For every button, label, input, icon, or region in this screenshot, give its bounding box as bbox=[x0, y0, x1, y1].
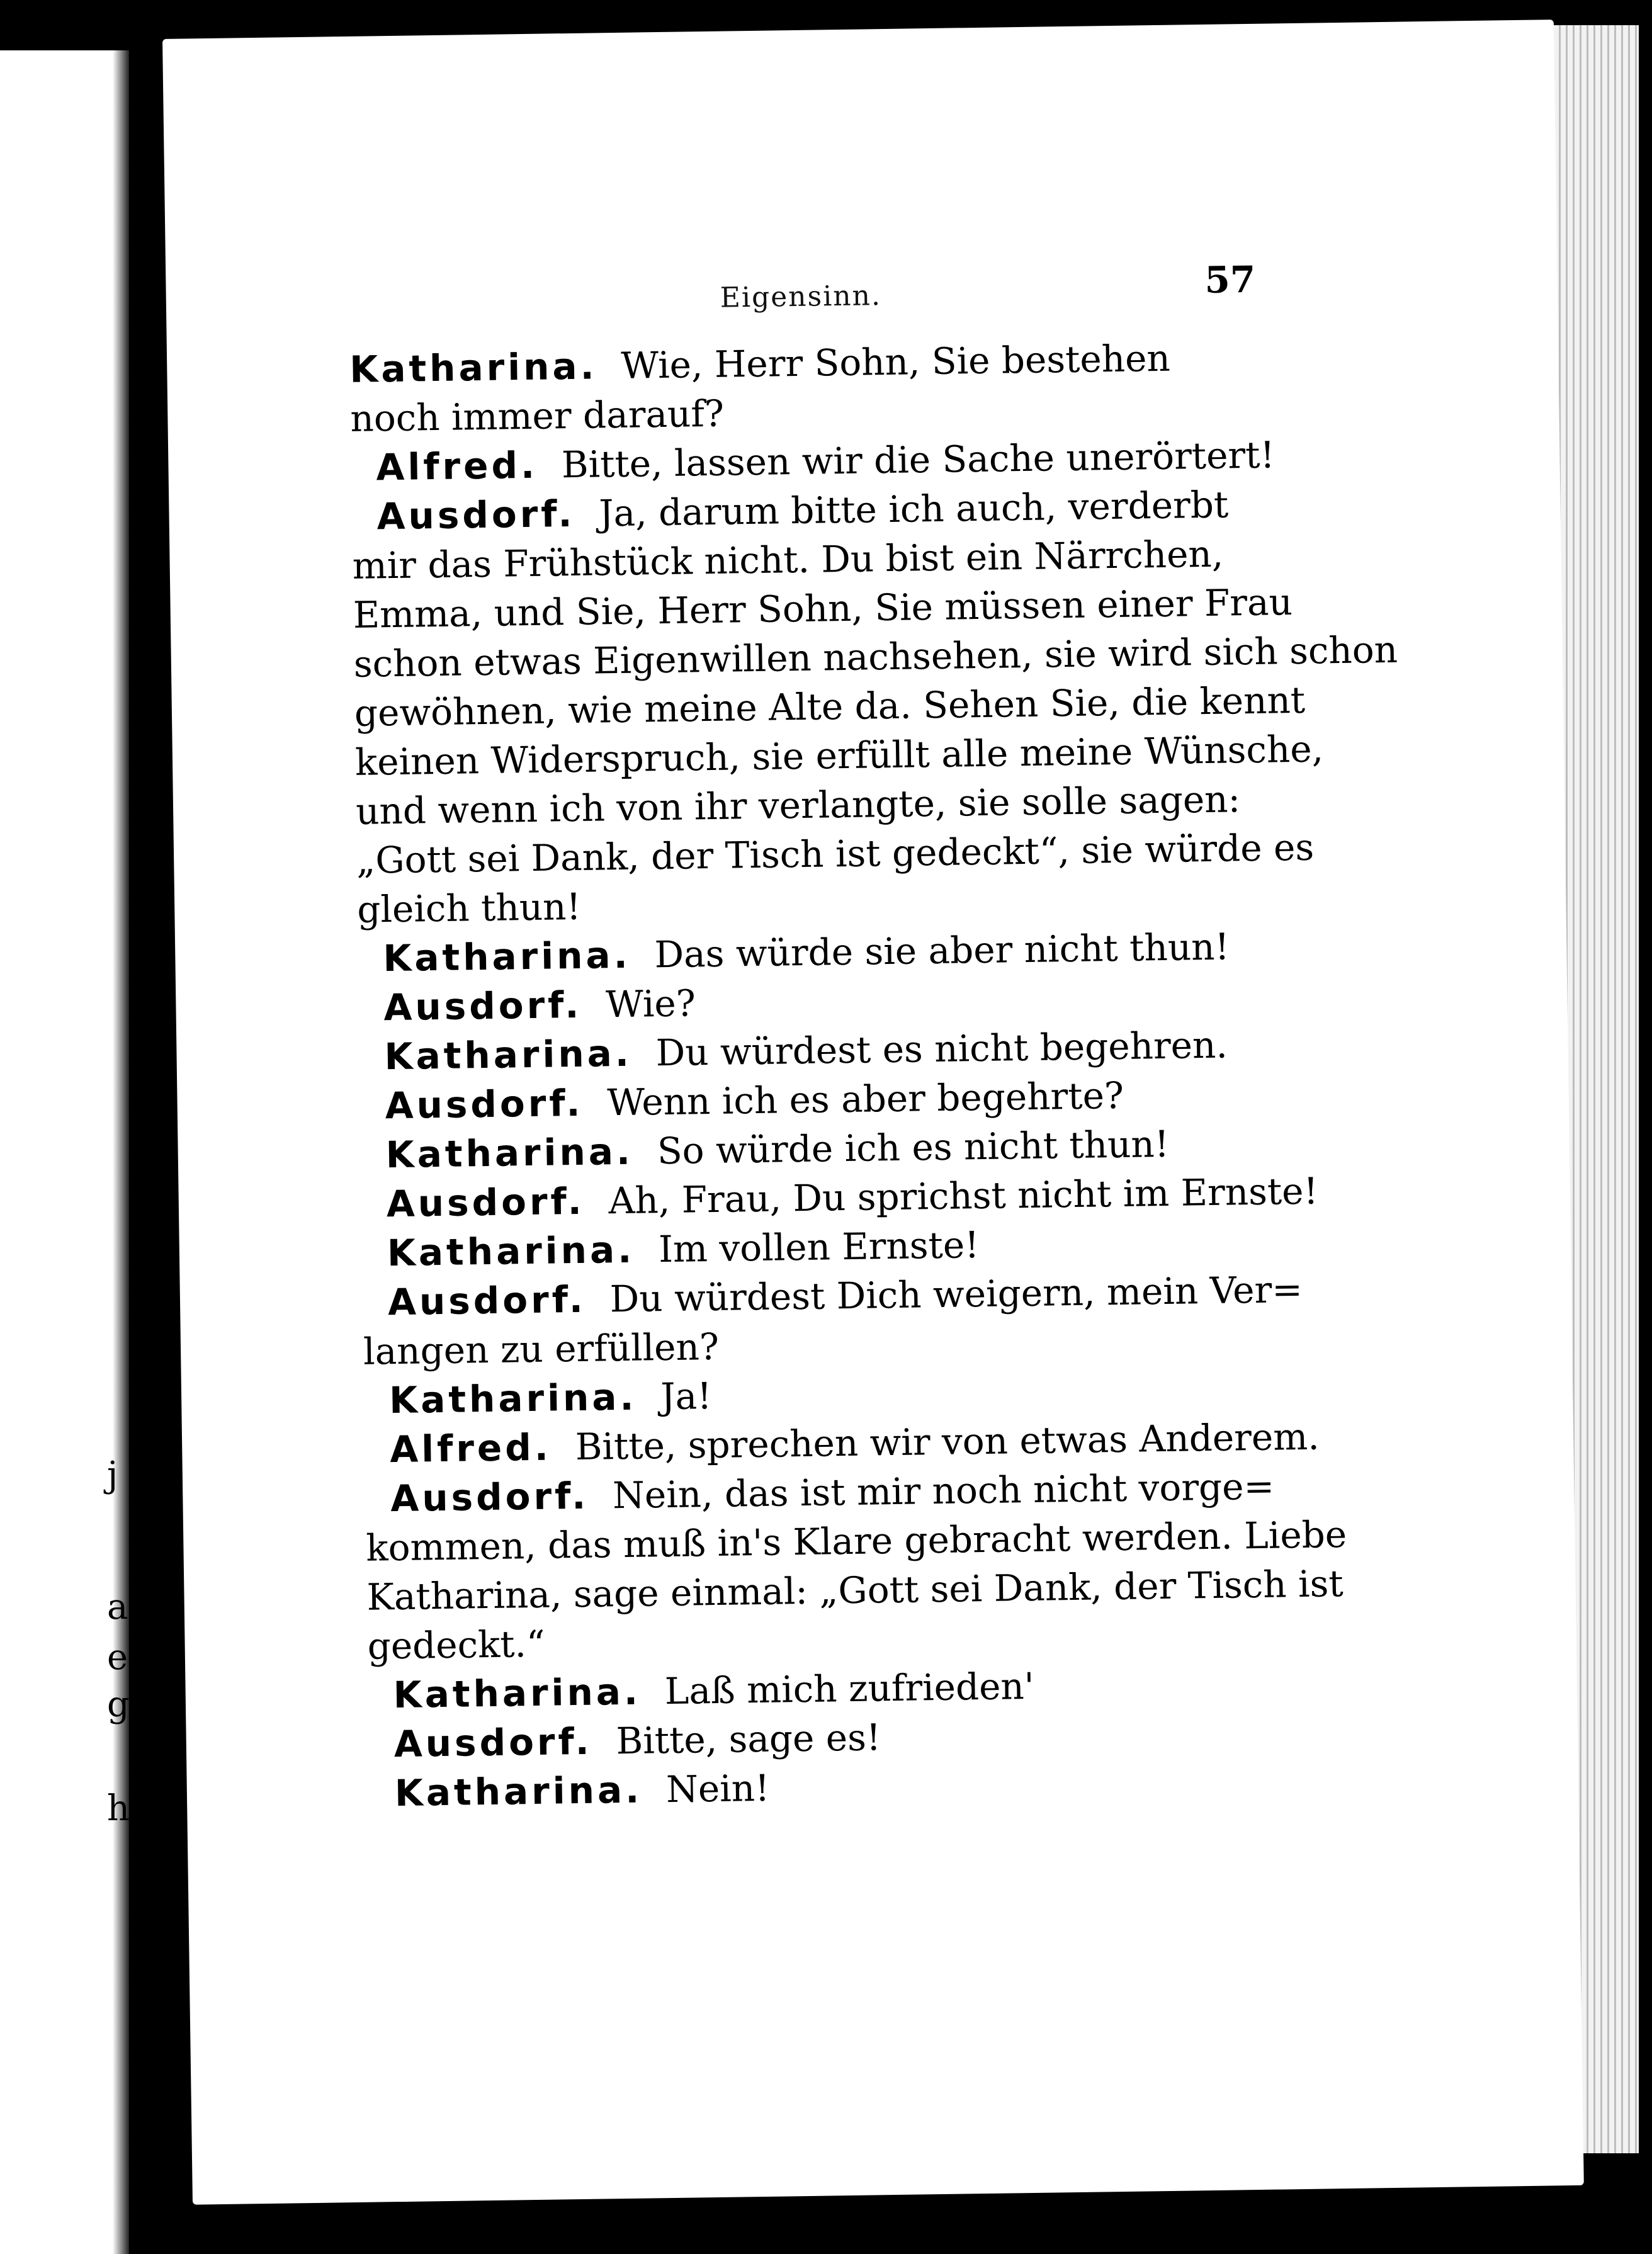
speaker-name: Ausdorf. bbox=[376, 492, 575, 538]
line-text: Bitte, lassen wir die Sache unerörtert! bbox=[561, 433, 1276, 487]
speaker-name: Katharina. bbox=[388, 1375, 637, 1422]
speaker-name: Katharina. bbox=[384, 1031, 633, 1079]
speaker-name: Ausdorf. bbox=[390, 1474, 589, 1521]
speaker-name: Katharina. bbox=[394, 1768, 643, 1815]
line-text: Du würdest Dich weigern, mein Ver= bbox=[609, 1267, 1303, 1321]
line-text: gedeckt.“ bbox=[367, 1622, 546, 1668]
right-page bbox=[162, 20, 1584, 2205]
line-text: Nein! bbox=[665, 1766, 770, 1811]
page-number: 57 bbox=[1204, 258, 1256, 302]
speaker-name: Alfred. bbox=[376, 443, 538, 489]
line-text: Wie? bbox=[605, 982, 696, 1026]
line-text: und wenn ich von ihr verlangte, sie solle sagen: bbox=[355, 778, 1241, 833]
speaker-name: Ausdorf. bbox=[386, 1179, 586, 1226]
line-text: Ja! bbox=[660, 1374, 712, 1419]
line-text: Das würde sie aber nicht thun! bbox=[654, 925, 1230, 977]
speaker-name: Katharina. bbox=[382, 933, 631, 980]
speaker-name: Katharina. bbox=[349, 344, 597, 391]
left-page-fragment bbox=[0, 50, 129, 2254]
line-text: Bitte, sage es! bbox=[616, 1716, 881, 1763]
speaker-name: Katharina. bbox=[387, 1228, 635, 1275]
line-text: Wie, Herr Sohn, Sie bestehen bbox=[621, 336, 1171, 387]
line-text: Du würdest es nicht begehren. bbox=[655, 1023, 1228, 1075]
line-text: Laß mich zufrieden' bbox=[664, 1664, 1035, 1713]
left-page-glyph: e bbox=[107, 1637, 128, 1678]
line-text: mir das Frühstück nicht. Du bist ein Närrchen, bbox=[352, 532, 1224, 587]
line-text: Im vollen Ernste! bbox=[658, 1223, 980, 1271]
gutter-shadow bbox=[113, 50, 129, 2254]
speaker-name: Ausdorf. bbox=[383, 983, 582, 1029]
dialogue-text bbox=[349, 329, 1478, 1818]
left-page-glyph: a bbox=[107, 1587, 128, 1628]
line-text: noch immer darauf? bbox=[349, 392, 725, 440]
line-text: gleich thun! bbox=[356, 885, 582, 931]
left-page-glyph: h bbox=[107, 1788, 130, 1829]
line-text: Nein, das ist mir noch nicht vorge= bbox=[612, 1464, 1275, 1517]
line-text: kommen, das muß in's Klare gebracht werden. Liebe bbox=[366, 1512, 1347, 1570]
speaker-name: Katharina. bbox=[393, 1670, 642, 1717]
speaker-name: Ausdorf. bbox=[393, 1719, 593, 1766]
line-text: schon etwas Eigenwillen nachsehen, sie wird sich schon bbox=[353, 628, 1398, 686]
line-text: Wenn ich es aber begehrte? bbox=[606, 1073, 1124, 1124]
line-text: Ja, darum bitte ich auch, verderbt bbox=[598, 483, 1229, 535]
line-text: Bitte, sprechen wir von etwas Anderem. bbox=[575, 1415, 1320, 1469]
line-text: keinen Widerspruch, sie erfüllt alle meine Wünsche, bbox=[354, 727, 1324, 784]
left-page-glyph: g bbox=[107, 1684, 130, 1725]
speaker-name: Ausdorf. bbox=[387, 1277, 587, 1324]
speaker-name: Alfred. bbox=[389, 1425, 552, 1471]
running-head: Eigensinn. bbox=[720, 280, 882, 314]
left-page-glyph: j bbox=[107, 1454, 118, 1495]
line-text: Katharina, sage einmal: „Gott sei Dank, der Tisch ist bbox=[366, 1562, 1344, 1619]
speaker-name: Katharina. bbox=[385, 1130, 634, 1177]
line-text: „Gott sei Dank, der Tisch ist gedeckt“, sie würde es bbox=[356, 825, 1315, 882]
line-text: Emma, und Sie, Herr Sohn, Sie müssen einer Frau bbox=[353, 580, 1293, 637]
speaker-name: Ausdorf. bbox=[385, 1081, 584, 1128]
line-text: langen zu erfüllen? bbox=[363, 1325, 720, 1373]
line-text: So würde ich es nicht thun! bbox=[657, 1122, 1170, 1173]
line-text: Ah, Frau, Du sprichst nicht im Ernste! bbox=[608, 1169, 1319, 1223]
line-text: gewöhnen, wie meine Alte da. Sehen Sie, die kennt bbox=[354, 678, 1306, 735]
